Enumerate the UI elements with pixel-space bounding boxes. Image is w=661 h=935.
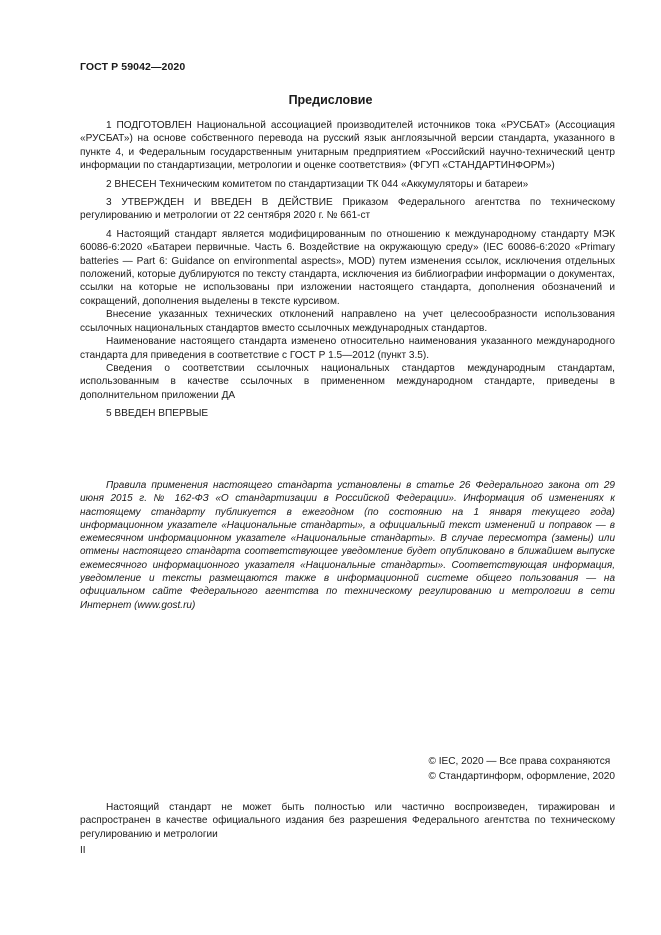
copyright-iec: © IEC, 2020 — Все права сохраняются: [428, 756, 611, 767]
reproduction-notice-text: Настоящий стандарт не может быть полностью или частично воспроизведен, тиражирован и распространен в качестве официального издания без разрешения Федерального агентства по техническому регулированию и метрологии: [80, 802, 615, 840]
paragraph-references: Сведения о соответствии ссылочных национальных стандартов международным стандартам, использованным в качестве ссылочных в примененном международном стандарте, приведены в дополнительном приложении ДА: [80, 362, 615, 401]
paragraph-introduced: 5 ВВЕДЕН ВПЕРВЫЕ: [106, 408, 209, 420]
rules-note-text: Правила применения настоящего стандарта установлены в статье 26 Федерального закона от 29 июня 2015 г. № 162-ФЗ «О стандартизации в Российской Федерации». Информация об изменениях к настоящему стандарту публикуется в ежегодном (по состоянию на 1 января текущего года) информационном указателе «Национальные стандарты», а официальный текст изменений и поправок — в ежемесячном информационном указателе «Национальные стандарты». В случае пересмотра (замены) или отмены настоящего стандарта соответствующее уведомление будет опубликовано в ближайшем выпуске ежемесячного информационного указателя «Национальные стандарты». Соответствующая информация, уведомление и тексты размещаются также в информационной системе общего пользования — на официальном сайте Федерального агентства по техническому регулированию и метрологии в сети Интернет (www.gost.ru): [80, 480, 615, 611]
paragraph-prepared: 1 ПОДГОТОВЛЕН Национальной ассоциацией производителей источников тока «РУСБАТ» (Ассоциация «РУСБАТ») на основе собственного перевода на русский язык англоязычной версии стандарта, указанного в пункте 4, и Федеральным государственным унитарным предприятием «Российский научно-технический центр информации по стандартизации, метрологии и оценке соответствия» (ФГУП «СТАНДАРТИНФОРМ»): [80, 120, 615, 172]
paragraph-title-change: Наименование настоящего стандарта изменено относительно наименования указанного международного стандарта для приведения в соответствие с ГОСТ Р 1.5—2012 (пункт 3.5).: [80, 336, 615, 361]
reproduction-notice: [80, 801, 615, 841]
copyright-block: [428, 755, 615, 784]
document-code-header: ГОСТ Р 59042—2020: [80, 61, 186, 73]
paragraph-approved: 3 УТВЕРЖДЕН И ВВЕДЕН В ДЕЙСТВИЕ Приказом Федерального агентства по техническому регулированию и метрологии от 22 сентября 2020 г. № 661-ст: [80, 197, 615, 222]
paragraph-deviations: Внесение указанных технических отклонений направлено на учет целесообразности использования ссылочных национальных стандартов вместо ссылочных международных стандартов.: [80, 309, 615, 334]
paragraph-modified: 4 Настоящий стандарт является модифицированным по отношению к международному стандарту МЭК 60086-6:2020 «Батареи первичные. Часть 6. Воздействие на окружающую среду» (IEC 60086-6:2020 «Primary batteries — Part 6: Guidance on environmental aspects», MOD) путем изменения ссылок, исключения отдельных положений, которые дублируются по тексту стандарта, исключения из библиографии информации о документах, ссылки на которые не использованы при изложении настоящего стандарта, дополнения обозначений и сокращений, дополнения выделены в тексте курсивом.: [80, 228, 615, 307]
paragraph-submitted: 2 ВНЕСЕН Техническим комитетом по стандартизации ТК 044 «Аккумуляторы и батареи»: [106, 178, 529, 190]
page-number: II: [80, 845, 86, 856]
copyright-standartinform: © Стандартинформ, оформление, 2020: [428, 770, 615, 782]
page-title: Предисловие: [288, 93, 373, 107]
rules-note: [80, 479, 615, 612]
preface-body: [80, 119, 615, 421]
